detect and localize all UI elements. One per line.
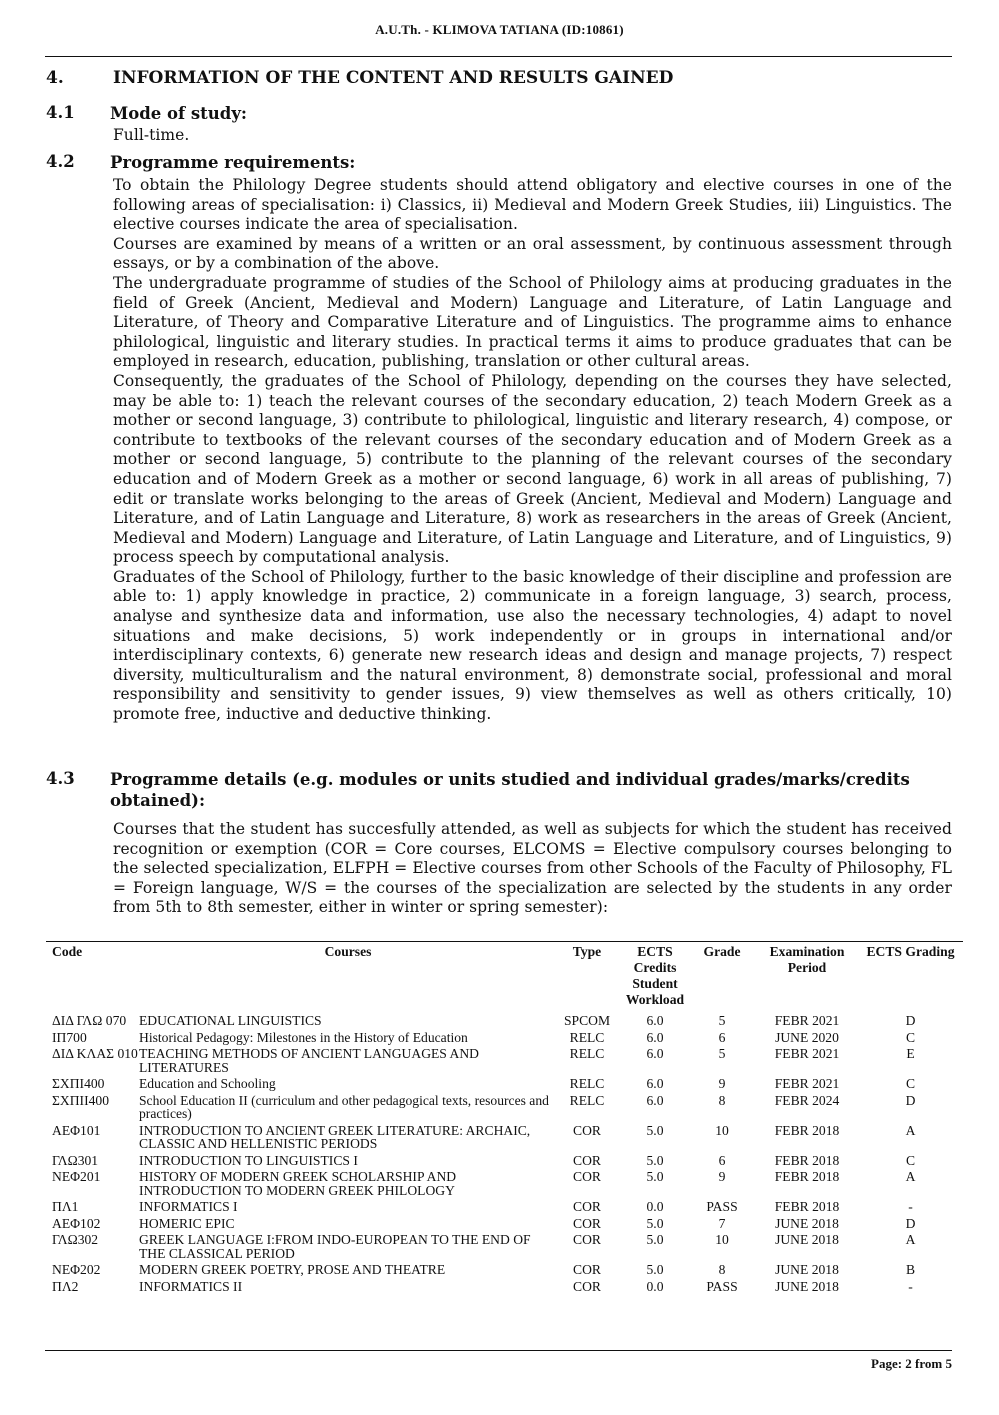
table-row [52, 1200, 958, 1217]
table-row [52, 1280, 958, 1297]
cell-ects-credits: 5.0 [646, 1152, 664, 1168]
cell-grade: 6 [718, 1152, 726, 1168]
table-row [52, 1031, 958, 1048]
table-row [52, 1077, 958, 1094]
column-header-ects-credits: ECTS Credits Student Workload [625, 944, 685, 1007]
cell-course: Education and Schooling [139, 1076, 276, 1091]
cell-type: COR [573, 1232, 601, 1247]
cell-type: COR [573, 1152, 601, 1168]
cell-code: ΔΙΔ ΚΛΑΣ 010 [52, 1046, 138, 1061]
cell-grade: 8 [718, 1092, 726, 1108]
cell-course: INFORMATICS I [139, 1199, 238, 1214]
cell-ects-credits: 5.0 [646, 1262, 664, 1277]
column-header-courses: Courses [324, 944, 372, 959]
cell-examination-period: FEBR 2021 [774, 1076, 840, 1091]
cell-course: EDUCATIONAL LINGUISTICS [139, 1013, 322, 1028]
cell-examination-period: JUNE 2018 [775, 1278, 839, 1294]
section-title: INFORMATION OF THE CONTENT AND RESULTS GAINED [113, 68, 674, 88]
table-body [52, 1014, 958, 1296]
cell-ects-credits: 5.0 [646, 1169, 664, 1184]
cell-course: HOMERIC EPIC [139, 1215, 235, 1231]
cell-type: COR [573, 1278, 601, 1294]
cell-code: ΑΕΦ101 [52, 1122, 101, 1138]
cell-ects-credits: 5.0 [646, 1232, 664, 1247]
section-number: 4.2 [46, 152, 75, 171]
cell-grade: 10 [715, 1232, 729, 1247]
table-row [52, 1047, 958, 1077]
section-number: 4. [46, 68, 64, 88]
cell-examination-period: FEBR 2021 [774, 1046, 840, 1061]
page-header: A.U.Th. - KLIMOVA TATIANA (ID:10861) [375, 22, 624, 37]
table-row [52, 1094, 958, 1124]
cell-type: COR [573, 1169, 601, 1184]
table-header-row [52, 944, 958, 1008]
paragraph: To obtain the Philology Degree students should attend obligatory and elective courses in one of the following areas of specialisation: i) Classics, ii) Medieval and Modern Greek Studies, iii) Linguistics. The elective courses indicate the area of specialisation. [113, 176, 952, 234]
table-row [52, 1124, 958, 1154]
cell-ects-credits: 6.0 [646, 1029, 664, 1045]
cell-course: INTRODUCTION TO ANCIENT GREEK LITERATURE: ARCHAIC, CLASSIC AND HELLENISTIC PERIODS [139, 1122, 531, 1151]
cell-code: ΓΛΩ301 [52, 1152, 99, 1168]
table-row [52, 1217, 958, 1234]
cell-ects-grading: D [905, 1215, 916, 1231]
cell-grade: 10 [715, 1122, 729, 1138]
cell-grade: 5 [718, 1013, 726, 1028]
section-4-2-heading [46, 152, 930, 173]
cell-examination-period: FEBR 2021 [774, 1013, 840, 1028]
cell-course: HISTORY OF MODERN GREEK SCHOLARSHIP AND INTRODUCTION TO MODERN GREEK PHILOLOGY [139, 1169, 457, 1198]
cell-examination-period: JUNE 2018 [775, 1262, 839, 1277]
cell-ects-grading: - [908, 1199, 913, 1214]
paragraph: Full-time. [113, 126, 190, 144]
column-header-type: Type [572, 944, 602, 959]
paragraph: Courses that the student has succesfully attended, as well as subjects for which the student has received recognition or exemption (COR = Core courses, ELCOMS = Elective compulsory courses belonging to the selected specialization, ELFPH = Elective courses from other Schools of the Faculty of Philosophy, FL = Foreign language, W/S = the courses of the specialization are selected by the students in any order from 5th to 8th semester, either in winter or spring semester): [113, 820, 952, 917]
cell-ects-credits: 5.0 [646, 1215, 664, 1231]
cell-ects-grading: B [905, 1262, 916, 1277]
section-number: 4.1 [46, 103, 75, 122]
paragraph: Consequently, the graduates of the School of Philology, depending on the courses they have selected, may be able to: 1) teach the relevant courses of the secondary education, 2) teach Modern Greek as a mother or second language, 3) contribute to philological, linguistic and literary research, 4) compose, or contribute to textbooks of the relevant courses of the secondary education and of Modern Greek as a mother or second language, 5) contribute to the planning of the relevant courses of the secondary education and of Modern Greek as a mother or second language, 6) work in all areas of publishing, 7) edit or translate works belonging to the areas of Greek (Ancient, Medieval and Modern) Language and Literature, and of Latin Language and Literature, 8) work as researchers in the areas of Greek (Ancient, Medieval and Modern) Language and Literature, of Latin Language and Literature, and of Linguistics, 9) process speech by computational analysis. [113, 371, 952, 567]
cell-code: ΙΠ700 [52, 1029, 87, 1045]
cell-examination-period: FEBR 2024 [774, 1092, 840, 1108]
cell-grade: 6 [718, 1029, 726, 1045]
cell-code: ΑΕΦ102 [52, 1215, 101, 1231]
footer-divider [45, 1350, 952, 1351]
table-row [52, 1014, 958, 1031]
table-row [52, 1170, 958, 1200]
cell-examination-period: FEBR 2018 [774, 1122, 840, 1138]
cell-ects-credits: 6.0 [646, 1013, 664, 1028]
section-title: Programme details (e.g. modules or units studied and individual grades/marks/credits obtained): [110, 770, 910, 810]
cell-examination-period: JUNE 2018 [775, 1215, 839, 1231]
cell-course: School Education II (curriculum and other pedagogical texts, resources and practices) [139, 1092, 549, 1121]
cell-examination-period: FEBR 2018 [774, 1199, 840, 1214]
cell-course: GREEK LANGUAGE I:FROM INDO-EUROPEAN TO THE END OF THE CLASSICAL PERIOD [139, 1232, 531, 1261]
cell-ects-credits: 6.0 [646, 1046, 664, 1061]
cell-ects-credits: 0.0 [646, 1199, 664, 1214]
cell-grade: 5 [718, 1046, 726, 1061]
cell-ects-grading: C [905, 1029, 916, 1045]
column-header-code: Code [52, 944, 83, 959]
column-header-grade: Grade [703, 944, 741, 959]
cell-examination-period: FEBR 2018 [774, 1152, 840, 1168]
column-header-examination-period: Examination Period [769, 944, 845, 975]
cell-ects-grading: E [906, 1046, 915, 1061]
cell-type: SPCOM [563, 1013, 611, 1028]
cell-course: INTRODUCTION TO LINGUISTICS I [139, 1152, 358, 1168]
section-4-3-heading [46, 769, 930, 811]
cell-examination-period: JUNE 2020 [775, 1029, 839, 1045]
cell-examination-period: FEBR 2018 [774, 1169, 840, 1184]
cell-grade: 9 [718, 1169, 726, 1184]
cell-type: RELC [569, 1046, 605, 1061]
cell-code: ΠΛ2 [52, 1278, 79, 1294]
cell-ects-grading: C [905, 1076, 916, 1091]
paragraph: Graduates of the School of Philology, further to the basic knowledge of their discipline and profession are able to: 1) apply knowledge in practice, 2) communicate in a foreign language, 3) search, process, analyse and synthesize data and information, use also the necessary technologies, 4) adapt to novel situations and make decisions, 5) work independently or in groups in international and/or interdisciplinary contexts, 6) generate new research ideas and design and manage projects, 7) respect diversity, multiculturalism and the natural environment, 8) demonstrate social, professional and moral responsibility and sensitivity to gender issues, 9) view themselves as well as others critically, 10) promote free, inductive and deductive thinking. [113, 567, 952, 724]
cell-type: RELC [569, 1092, 605, 1108]
cell-code: ΓΛΩ302 [52, 1232, 99, 1247]
table-row [52, 1263, 958, 1280]
table-top-rule [46, 941, 963, 942]
cell-type: COR [573, 1199, 601, 1214]
cell-ects-grading: C [905, 1152, 916, 1168]
courses-table [52, 944, 958, 1296]
header-divider [45, 56, 952, 57]
cell-code: ΣΧΠΙΙ400 [52, 1092, 109, 1108]
cell-ects-grading: A [905, 1232, 916, 1247]
table-row [52, 1233, 958, 1263]
page-number: Page: 2 from 5 [871, 1356, 952, 1371]
paragraph: Courses are examined by means of a written or an oral assessment, by continuous assessment through essays, or by a combination of the above. [113, 234, 952, 273]
column-header-ects-grading: ECTS Grading [866, 944, 955, 959]
section-4-1-heading [46, 103, 930, 124]
cell-code: ΝΕΦ201 [52, 1169, 101, 1184]
cell-code: ΠΛ1 [52, 1199, 79, 1214]
cell-type: RELC [569, 1029, 605, 1045]
cell-code: ΣΧΠΙ400 [52, 1076, 105, 1091]
cell-ects-credits: 6.0 [646, 1092, 664, 1108]
cell-ects-credits: 0.0 [646, 1278, 664, 1294]
cell-ects-grading: A [905, 1122, 916, 1138]
cell-type: COR [573, 1215, 601, 1231]
section-title: Mode of study: [110, 104, 248, 123]
paragraph: The undergraduate programme of studies of the School of Philology aims at producing graduates in the field of Greek (Ancient, Medieval and Modern) Language and Literature, of Latin Language and Literature, of Theory and Comparative Literature and of Linguistics. The programme aims to enhance philological, linguistic and literary studies. In practical terms it aims to produce graduates that can be employed in research, education, publishing, translation or other cultural areas. [113, 273, 952, 371]
cell-grade: 8 [718, 1262, 726, 1277]
section-title: Programme requirements: [110, 153, 356, 172]
table-row [52, 1154, 958, 1171]
section-4-heading [46, 68, 673, 88]
mode-of-study-text [113, 126, 952, 146]
cell-grade: PASS [706, 1199, 738, 1214]
cell-ects-grading: D [905, 1092, 916, 1108]
cell-ects-grading: - [908, 1278, 913, 1294]
cell-course: TEACHING METHODS OF ANCIENT LANGUAGES AND LITERATURES [139, 1046, 479, 1075]
cell-type: COR [573, 1262, 601, 1277]
cell-course: INFORMATICS II [139, 1278, 243, 1294]
cell-grade: 9 [718, 1076, 726, 1091]
cell-course: MODERN GREEK POETRY, PROSE AND THEATRE [139, 1262, 446, 1277]
cell-code: ΔΙΔ ΓΛΩ 070 [52, 1013, 127, 1028]
cell-examination-period: JUNE 2018 [775, 1232, 839, 1247]
cell-type: RELC [569, 1076, 605, 1091]
cell-type: COR [573, 1122, 601, 1138]
cell-ects-grading: A [905, 1169, 916, 1184]
programme-requirements-text [113, 176, 952, 725]
cell-code: ΝΕΦ202 [52, 1262, 101, 1277]
programme-details-text [113, 820, 952, 918]
cell-course: Historical Pedagogy: Milestones in the History of Education [139, 1029, 468, 1045]
section-number: 4.3 [46, 769, 75, 788]
cell-ects-grading: D [905, 1013, 916, 1028]
cell-ects-credits: 5.0 [646, 1122, 664, 1138]
cell-grade: PASS [706, 1278, 738, 1294]
cell-ects-credits: 6.0 [646, 1076, 664, 1091]
cell-grade: 7 [718, 1215, 726, 1231]
